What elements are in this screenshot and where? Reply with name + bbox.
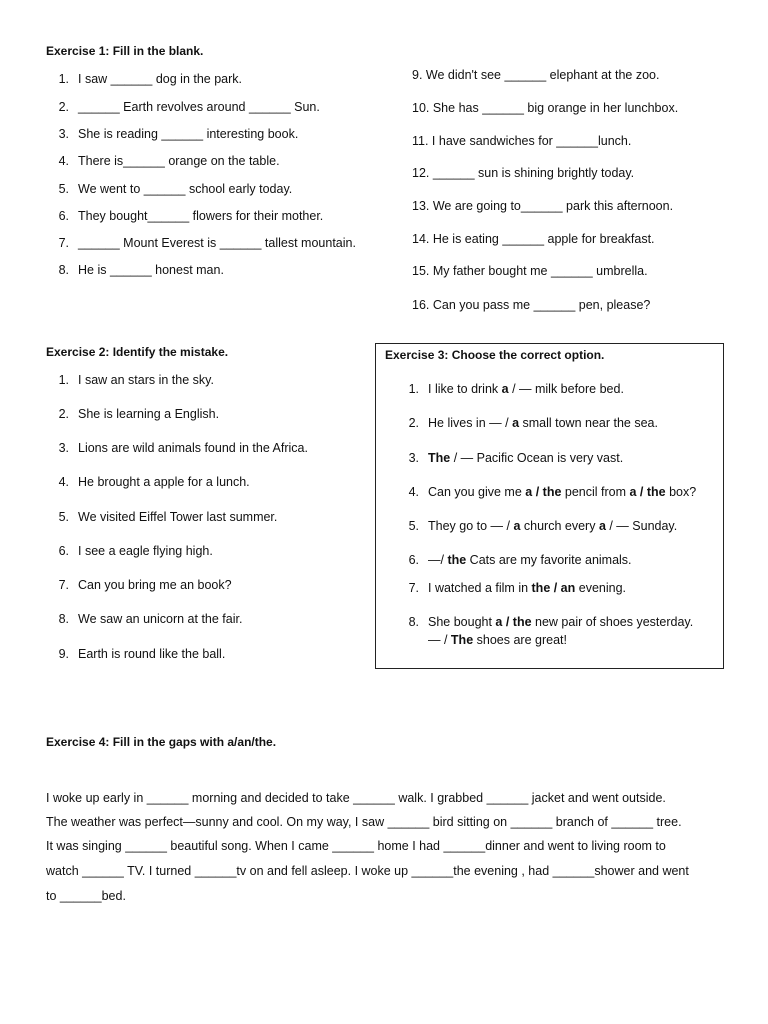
- list-item: 12. ______ sun is shining brightly today.: [412, 166, 635, 180]
- exercise-4-title: Exercise 4: Fill in the gaps with a/an/the.: [46, 735, 277, 749]
- exercise-3-title: Exercise 3: Choose the correct option.: [385, 348, 605, 362]
- exercise-2-title: Exercise 2: Identify the mistake.: [46, 345, 229, 359]
- list-item: 9. We didn't see ______ elephant at the zoo.: [412, 68, 660, 82]
- paragraph-line: It was singing ______ beautiful song. When I came ______ home I had ______dinner and went to living room to: [46, 839, 666, 853]
- paragraph-line: to ______bed.: [46, 889, 126, 903]
- paragraph-line: I woke up early in ______ morning and decided to take ______ walk. I grabbed ______ jacket and went outside.: [46, 791, 666, 805]
- paragraph-line: watch ______ TV. I turned ______tv on and fell asleep. I woke up ______the evening , had ______shower and went: [46, 864, 689, 878]
- list-item: 14. He is eating ______ apple for breakfast.: [412, 232, 655, 246]
- list-item: 13. We are going to______ park this afternoon.: [412, 199, 674, 213]
- paragraph-line: The weather was perfect—sunny and cool. On my way, I saw ______ bird sitting on ______ branch of ______ tree.: [46, 815, 682, 829]
- list-item: 10. She has ______ big orange in her lunchbox.: [412, 101, 679, 115]
- list-item: 11. I have sandwiches for ______lunch.: [412, 134, 632, 148]
- list-item: 15. My father bought me ______ umbrella.: [412, 264, 648, 278]
- list-item-continuation: — / The shoes are great!: [428, 633, 567, 647]
- exercise-1-title: Exercise 1: Fill in the blank.: [46, 44, 204, 58]
- list-item: 16. Can you pass me ______ pen, please?: [412, 298, 651, 312]
